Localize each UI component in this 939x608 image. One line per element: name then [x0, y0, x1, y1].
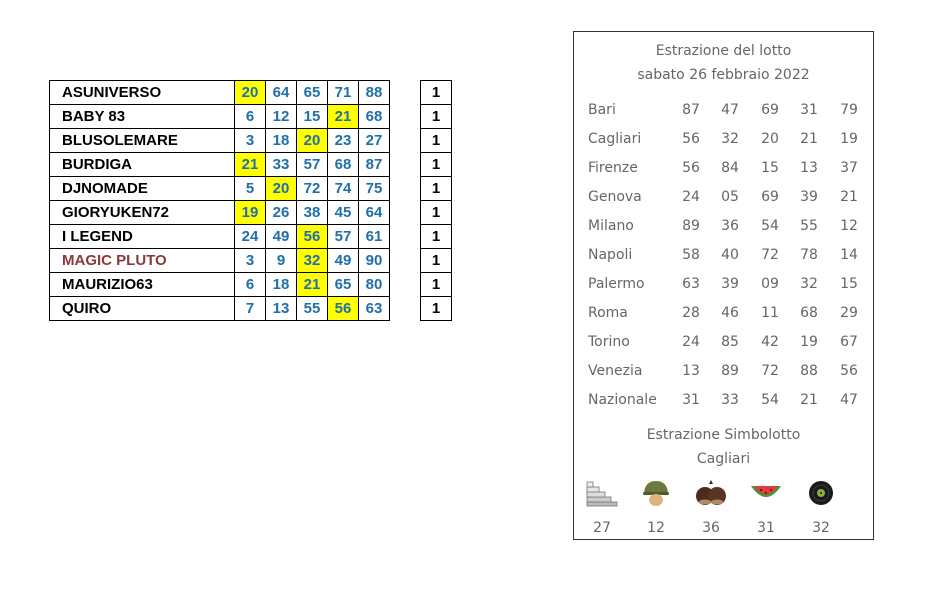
wheel-row — [574, 392, 873, 421]
player-number: 5 — [235, 177, 266, 201]
player-number: 71 — [328, 81, 359, 105]
player-number: 49 — [328, 249, 359, 273]
wheel-city: Firenze — [588, 160, 638, 176]
wheel-number: 15 — [840, 276, 858, 292]
player-name: GIORYUKEN72 — [50, 201, 235, 225]
player-number: 23 — [328, 129, 359, 153]
wheel-number: 56 — [840, 363, 858, 379]
stairs-icon — [585, 478, 619, 508]
wheel-number: 39 — [721, 276, 739, 292]
wheel-number: 84 — [721, 160, 739, 176]
player-score: 1 — [421, 225, 452, 249]
column-gap — [390, 201, 421, 225]
wheel-row — [574, 218, 873, 247]
player-number-hit: 20 — [297, 129, 328, 153]
player-score: 1 — [421, 105, 452, 129]
symbol-number: 31 — [757, 520, 775, 536]
player-score: 1 — [421, 129, 452, 153]
wheel-city: Genova — [588, 189, 642, 205]
wheel-number: 87 — [682, 102, 700, 118]
draw-date: sabato 26 febbraio 2022 — [637, 67, 810, 83]
player-row — [50, 129, 452, 153]
wheel-number: 54 — [761, 392, 779, 408]
wheel-number: 78 — [800, 247, 818, 263]
player-number-hit: 32 — [297, 249, 328, 273]
wheel-number: 54 — [761, 218, 779, 234]
player-name: MAGIC PLUTO — [50, 249, 235, 273]
wheel-number: 88 — [800, 363, 818, 379]
wheel-number: 56 — [682, 131, 700, 147]
player-number: 72 — [297, 177, 328, 201]
wheel-row — [574, 363, 873, 392]
wheel-number: 24 — [682, 334, 700, 350]
wheel-number: 68 — [800, 305, 818, 321]
wheel-city: Nazionale — [588, 392, 657, 408]
player-name: MAURIZIO63 — [50, 273, 235, 297]
wheel-number: 33 — [721, 392, 739, 408]
wheel-number: 15 — [761, 160, 779, 176]
player-number-hit: 21 — [235, 153, 266, 177]
wheel-city: Roma — [588, 305, 628, 321]
wheel-number: 24 — [682, 189, 700, 205]
player-number: 88 — [359, 81, 390, 105]
wheel-number: 37 — [840, 160, 858, 176]
player-row — [50, 249, 452, 273]
player-number-hit: 56 — [297, 225, 328, 249]
wheel-number: 36 — [721, 218, 739, 234]
wheel-number: 46 — [721, 305, 739, 321]
helmet-icon — [639, 478, 673, 508]
player-number: 74 — [328, 177, 359, 201]
symbol-number: 36 — [702, 520, 720, 536]
wheel-city: Venezia — [588, 363, 643, 379]
wheel-number: 39 — [800, 189, 818, 205]
column-gap — [390, 273, 421, 297]
wheel-number: 13 — [800, 160, 818, 176]
vinyl-record-icon — [804, 478, 838, 508]
symbolotto-wheel: Cagliari — [696, 451, 751, 467]
player-number-hit: 20 — [266, 177, 297, 201]
player-number: 64 — [359, 201, 390, 225]
player-row — [50, 297, 452, 321]
wheel-number: 21 — [800, 392, 818, 408]
player-name: I LEGEND — [50, 225, 235, 249]
player-score: 1 — [421, 249, 452, 273]
player-number: 61 — [359, 225, 390, 249]
wheel-number: 72 — [761, 363, 779, 379]
symbol-number: 32 — [812, 520, 830, 536]
wheel-row — [574, 305, 873, 334]
wheel-city: Torino — [588, 334, 630, 350]
player-number-hit: 21 — [297, 273, 328, 297]
symbol-number: 27 — [593, 520, 611, 536]
lotto-draw-panel — [573, 31, 874, 540]
player-number: 9 — [266, 249, 297, 273]
player-number-hit: 56 — [328, 297, 359, 321]
player-number: 64 — [266, 81, 297, 105]
player-score: 1 — [421, 201, 452, 225]
player-number: 65 — [297, 81, 328, 105]
player-number: 3 — [235, 249, 266, 273]
wheel-number: 21 — [840, 189, 858, 205]
player-name: DJNOMADE — [50, 177, 235, 201]
column-gap — [390, 81, 421, 105]
player-row — [50, 105, 452, 129]
wheel-number: 29 — [840, 305, 858, 321]
wheel-number: 28 — [682, 305, 700, 321]
player-score: 1 — [421, 153, 452, 177]
wheel-number: 42 — [761, 334, 779, 350]
player-number: 13 — [266, 297, 297, 321]
wheel-number: 67 — [840, 334, 858, 350]
wheel-city: Cagliari — [588, 131, 642, 147]
chestnuts-icon — [694, 478, 728, 508]
player-name: QUIRO — [50, 297, 235, 321]
player-number: 65 — [328, 273, 359, 297]
player-number: 12 — [266, 105, 297, 129]
wheel-row — [574, 247, 873, 276]
wheel-city: Palermo — [588, 276, 645, 292]
wheel-number: 31 — [682, 392, 700, 408]
wheel-row — [574, 334, 873, 363]
column-gap — [390, 129, 421, 153]
player-number: 38 — [297, 201, 328, 225]
wheel-number: 19 — [800, 334, 818, 350]
player-name: ASUNIVERSO — [50, 81, 235, 105]
column-gap — [390, 297, 421, 321]
wheel-row — [574, 131, 873, 160]
symbolotto-title: Estrazione Simbolotto — [646, 427, 801, 443]
wheel-number: 58 — [682, 247, 700, 263]
player-number: 6 — [235, 273, 266, 297]
wheel-number: 09 — [761, 276, 779, 292]
wheel-number: 32 — [721, 131, 739, 147]
wheel-number: 69 — [761, 189, 779, 205]
wheel-number: 31 — [800, 102, 818, 118]
wheel-row — [574, 160, 873, 189]
column-gap — [390, 153, 421, 177]
player-number: 75 — [359, 177, 390, 201]
wheel-city: Milano — [588, 218, 634, 234]
wheel-number: 72 — [761, 247, 779, 263]
wheel-number: 20 — [761, 131, 779, 147]
wheel-row — [574, 102, 873, 131]
wheel-row — [574, 276, 873, 305]
player-number-hit: 19 — [235, 201, 266, 225]
player-number: 18 — [266, 273, 297, 297]
player-row — [50, 225, 452, 249]
wheel-number: 11 — [761, 305, 779, 321]
player-name: BURDIGA — [50, 153, 235, 177]
wheel-row — [574, 189, 873, 218]
wheel-number: 89 — [682, 218, 700, 234]
wheel-number: 21 — [800, 131, 818, 147]
wheel-number: 47 — [840, 392, 858, 408]
watermelon-icon — [749, 478, 783, 508]
player-number: 33 — [266, 153, 297, 177]
wheel-number: 14 — [840, 247, 858, 263]
player-row — [50, 177, 452, 201]
wheel-number: 55 — [800, 218, 818, 234]
player-number: 57 — [328, 225, 359, 249]
wheel-city: Bari — [588, 102, 616, 118]
player-number: 68 — [359, 105, 390, 129]
player-number: 57 — [297, 153, 328, 177]
wheel-number: 13 — [682, 363, 700, 379]
player-number: 3 — [235, 129, 266, 153]
player-number: 6 — [235, 105, 266, 129]
wheel-number: 79 — [840, 102, 858, 118]
player-number: 90 — [359, 249, 390, 273]
player-score: 1 — [421, 297, 452, 321]
player-number: 55 — [297, 297, 328, 321]
players-table — [49, 80, 452, 321]
player-row — [50, 81, 452, 105]
player-number: 68 — [328, 153, 359, 177]
wheel-number: 40 — [721, 247, 739, 263]
player-number-hit: 21 — [328, 105, 359, 129]
draw-title: Estrazione del lotto — [655, 43, 792, 59]
player-number: 7 — [235, 297, 266, 321]
player-score: 1 — [421, 273, 452, 297]
player-number: 87 — [359, 153, 390, 177]
player-number-hit: 20 — [235, 81, 266, 105]
wheel-number: 85 — [721, 334, 739, 350]
player-row — [50, 273, 452, 297]
player-row — [50, 201, 452, 225]
wheel-number: 89 — [721, 363, 739, 379]
player-number: 49 — [266, 225, 297, 249]
player-row — [50, 153, 452, 177]
wheel-number: 12 — [840, 218, 858, 234]
wheel-number: 05 — [721, 189, 739, 205]
wheel-number: 47 — [721, 102, 739, 118]
player-name: BABY 83 — [50, 105, 235, 129]
column-gap — [390, 225, 421, 249]
player-number: 27 — [359, 129, 390, 153]
wheel-number: 32 — [800, 276, 818, 292]
player-name: BLUSOLEMARE — [50, 129, 235, 153]
symbol-number: 12 — [647, 520, 665, 536]
wheel-city: Napoli — [588, 247, 633, 263]
player-number: 80 — [359, 273, 390, 297]
wheel-number: 69 — [761, 102, 779, 118]
wheel-number: 56 — [682, 160, 700, 176]
wheel-number: 63 — [682, 276, 700, 292]
column-gap — [390, 177, 421, 201]
column-gap — [390, 249, 421, 273]
player-number: 24 — [235, 225, 266, 249]
player-number: 45 — [328, 201, 359, 225]
player-score: 1 — [421, 177, 452, 201]
player-number: 26 — [266, 201, 297, 225]
player-number: 63 — [359, 297, 390, 321]
player-number: 18 — [266, 129, 297, 153]
player-score: 1 — [421, 81, 452, 105]
column-gap — [390, 105, 421, 129]
wheel-number: 19 — [840, 131, 858, 147]
player-number: 15 — [297, 105, 328, 129]
